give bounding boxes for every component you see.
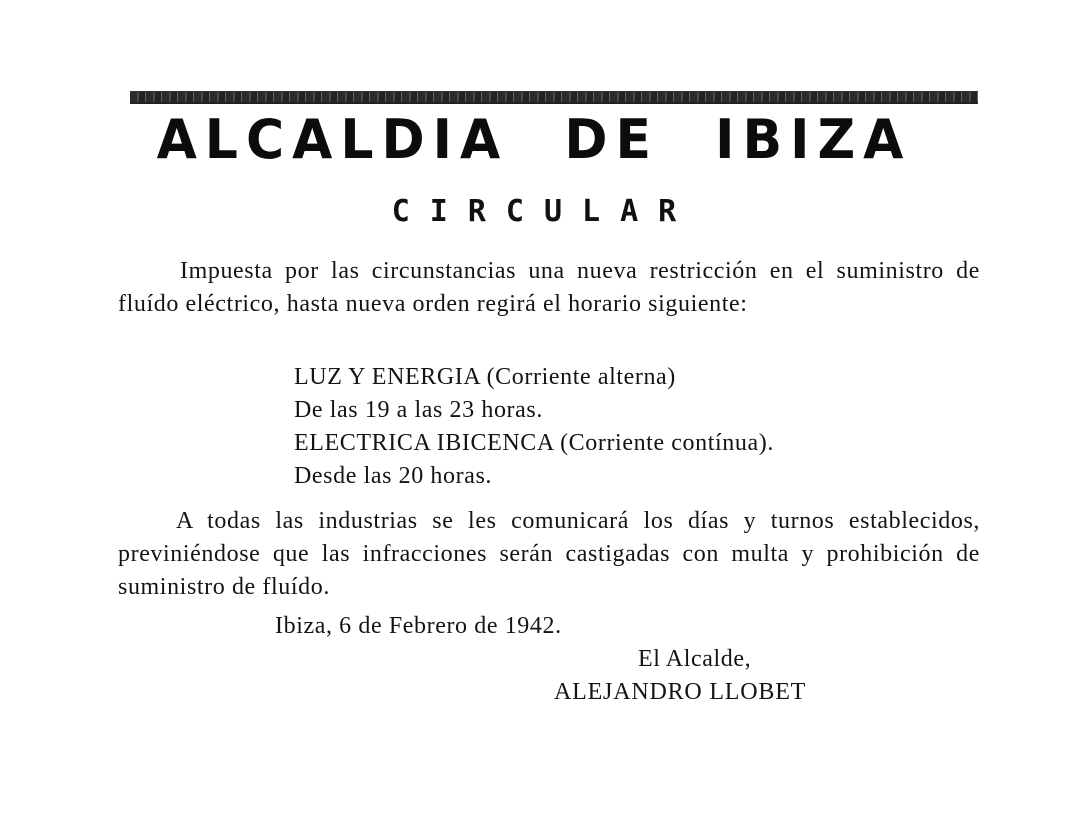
schedule-item: De las 19 a las 23 horas. bbox=[294, 397, 543, 423]
signature-role: El Alcalde, bbox=[638, 646, 752, 672]
schedule-list bbox=[294, 361, 774, 493]
notice-paragraph: A todas las industrias se les comunicará los días y turnos establecidos, previniéndose que las infracciones serán castigadas con multa y prohibición de suministro de fluído. bbox=[118, 508, 980, 600]
schedule-item: Desde las 20 horas. bbox=[294, 463, 493, 489]
document-subtitle: CIRCULAR bbox=[391, 194, 697, 229]
dateline: Ibiza, 6 de Febrero de 1942. bbox=[275, 613, 562, 639]
intro-paragraph: Impuesta por las circunstancias una nueva restricción en el suministro de fluído eléctrico, hasta nueva orden regirá el horario siguiente: bbox=[118, 258, 980, 317]
decorative-rule bbox=[130, 91, 978, 104]
document-title: ALCALDIA DE IBIZA bbox=[156, 108, 912, 172]
schedule-item: LUZ Y ENERGIA (Corriente alterna) bbox=[294, 364, 676, 390]
signature-name: ALEJANDRO LLOBET bbox=[554, 679, 807, 705]
schedule-item: ELECTRICA IBICENCA (Corriente contínua). bbox=[294, 430, 774, 456]
